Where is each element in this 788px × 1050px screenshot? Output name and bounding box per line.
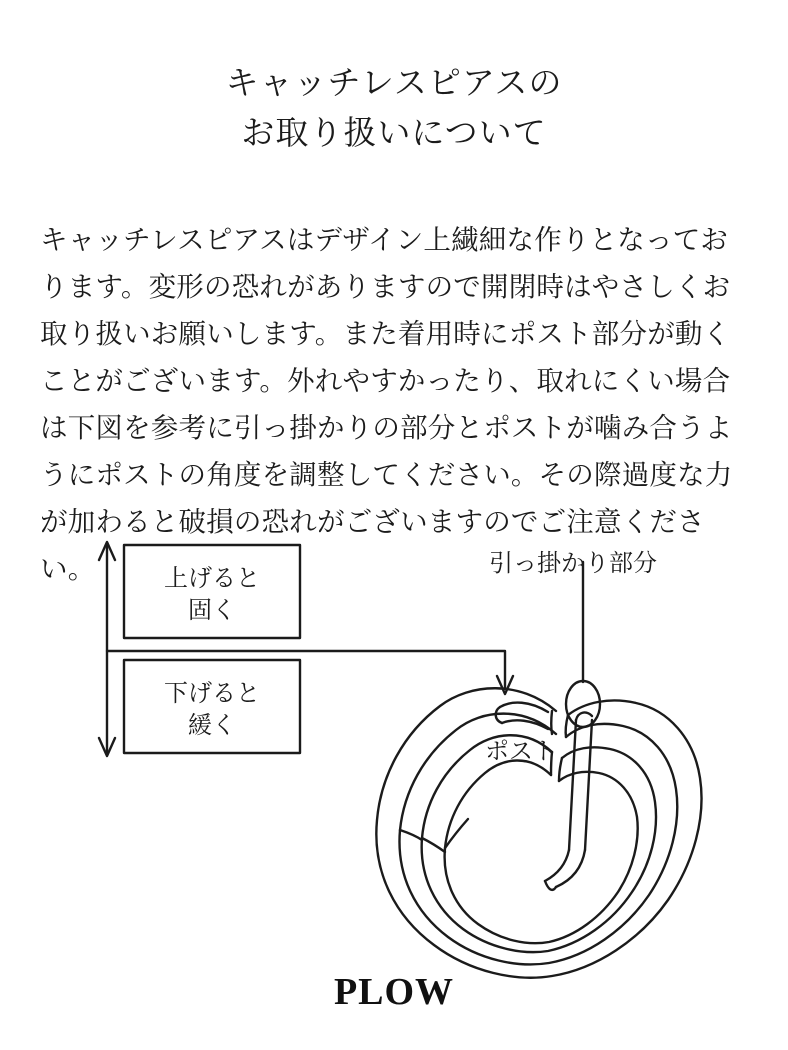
hook-highlight-ellipse xyxy=(566,681,600,727)
heart-inner-contour-inner xyxy=(445,760,638,943)
box-harder-label-line-2: 固く xyxy=(188,597,236,624)
page-title-line-1: キャッチレスピアスの xyxy=(225,64,563,101)
post-top-cap xyxy=(576,713,592,720)
box-looser-label xyxy=(124,678,300,742)
post-right-edge xyxy=(585,720,592,850)
diagram-svg xyxy=(0,520,788,990)
brand-logo: PLOW xyxy=(333,971,455,1013)
post-tip xyxy=(545,881,556,890)
hook-tongue-inner xyxy=(502,720,548,729)
box-harder-label xyxy=(124,563,300,627)
page-title-line-2: お取り扱いについて xyxy=(241,114,547,151)
hook-callout-label: 引っ掛かり部分 xyxy=(489,550,657,577)
heart-inner-contour xyxy=(422,735,656,952)
heart-cleft-right-inner xyxy=(559,758,562,781)
post-callout-label: ポスト xyxy=(485,738,557,765)
care-instruction-diagram xyxy=(0,520,788,990)
box-looser-label-line-2: 緩く xyxy=(188,712,236,739)
hook-tongue-end xyxy=(496,707,502,723)
box-looser-label-line-1: 下げると xyxy=(164,680,260,707)
post-left-edge xyxy=(569,720,576,850)
heart-cleft-right xyxy=(566,715,568,737)
body-paragraph: キャッチレスピアスはデザイン上繊細な作りとなっております。変形の恐れがありますので開閉時はやさしくお取り扱いお願いします。また着用時にポスト部分が動くことがございます。外れやすかったり、取れにくい場合は下図を参考に引っ掛かりの部分とポストが噛み合うようにポストの角度を調整してください。その際過度な力が加わると破損の恐れがございますのでご注意ください。 xyxy=(40,223,733,584)
hook-tongue xyxy=(500,703,548,712)
heart-notch-left-3 xyxy=(400,830,422,840)
box-harder-label-line-1: 上げると xyxy=(164,565,260,592)
page-title xyxy=(0,58,788,158)
heart-notch-left-1 xyxy=(422,838,445,852)
post-lower-left-edge xyxy=(545,850,569,881)
